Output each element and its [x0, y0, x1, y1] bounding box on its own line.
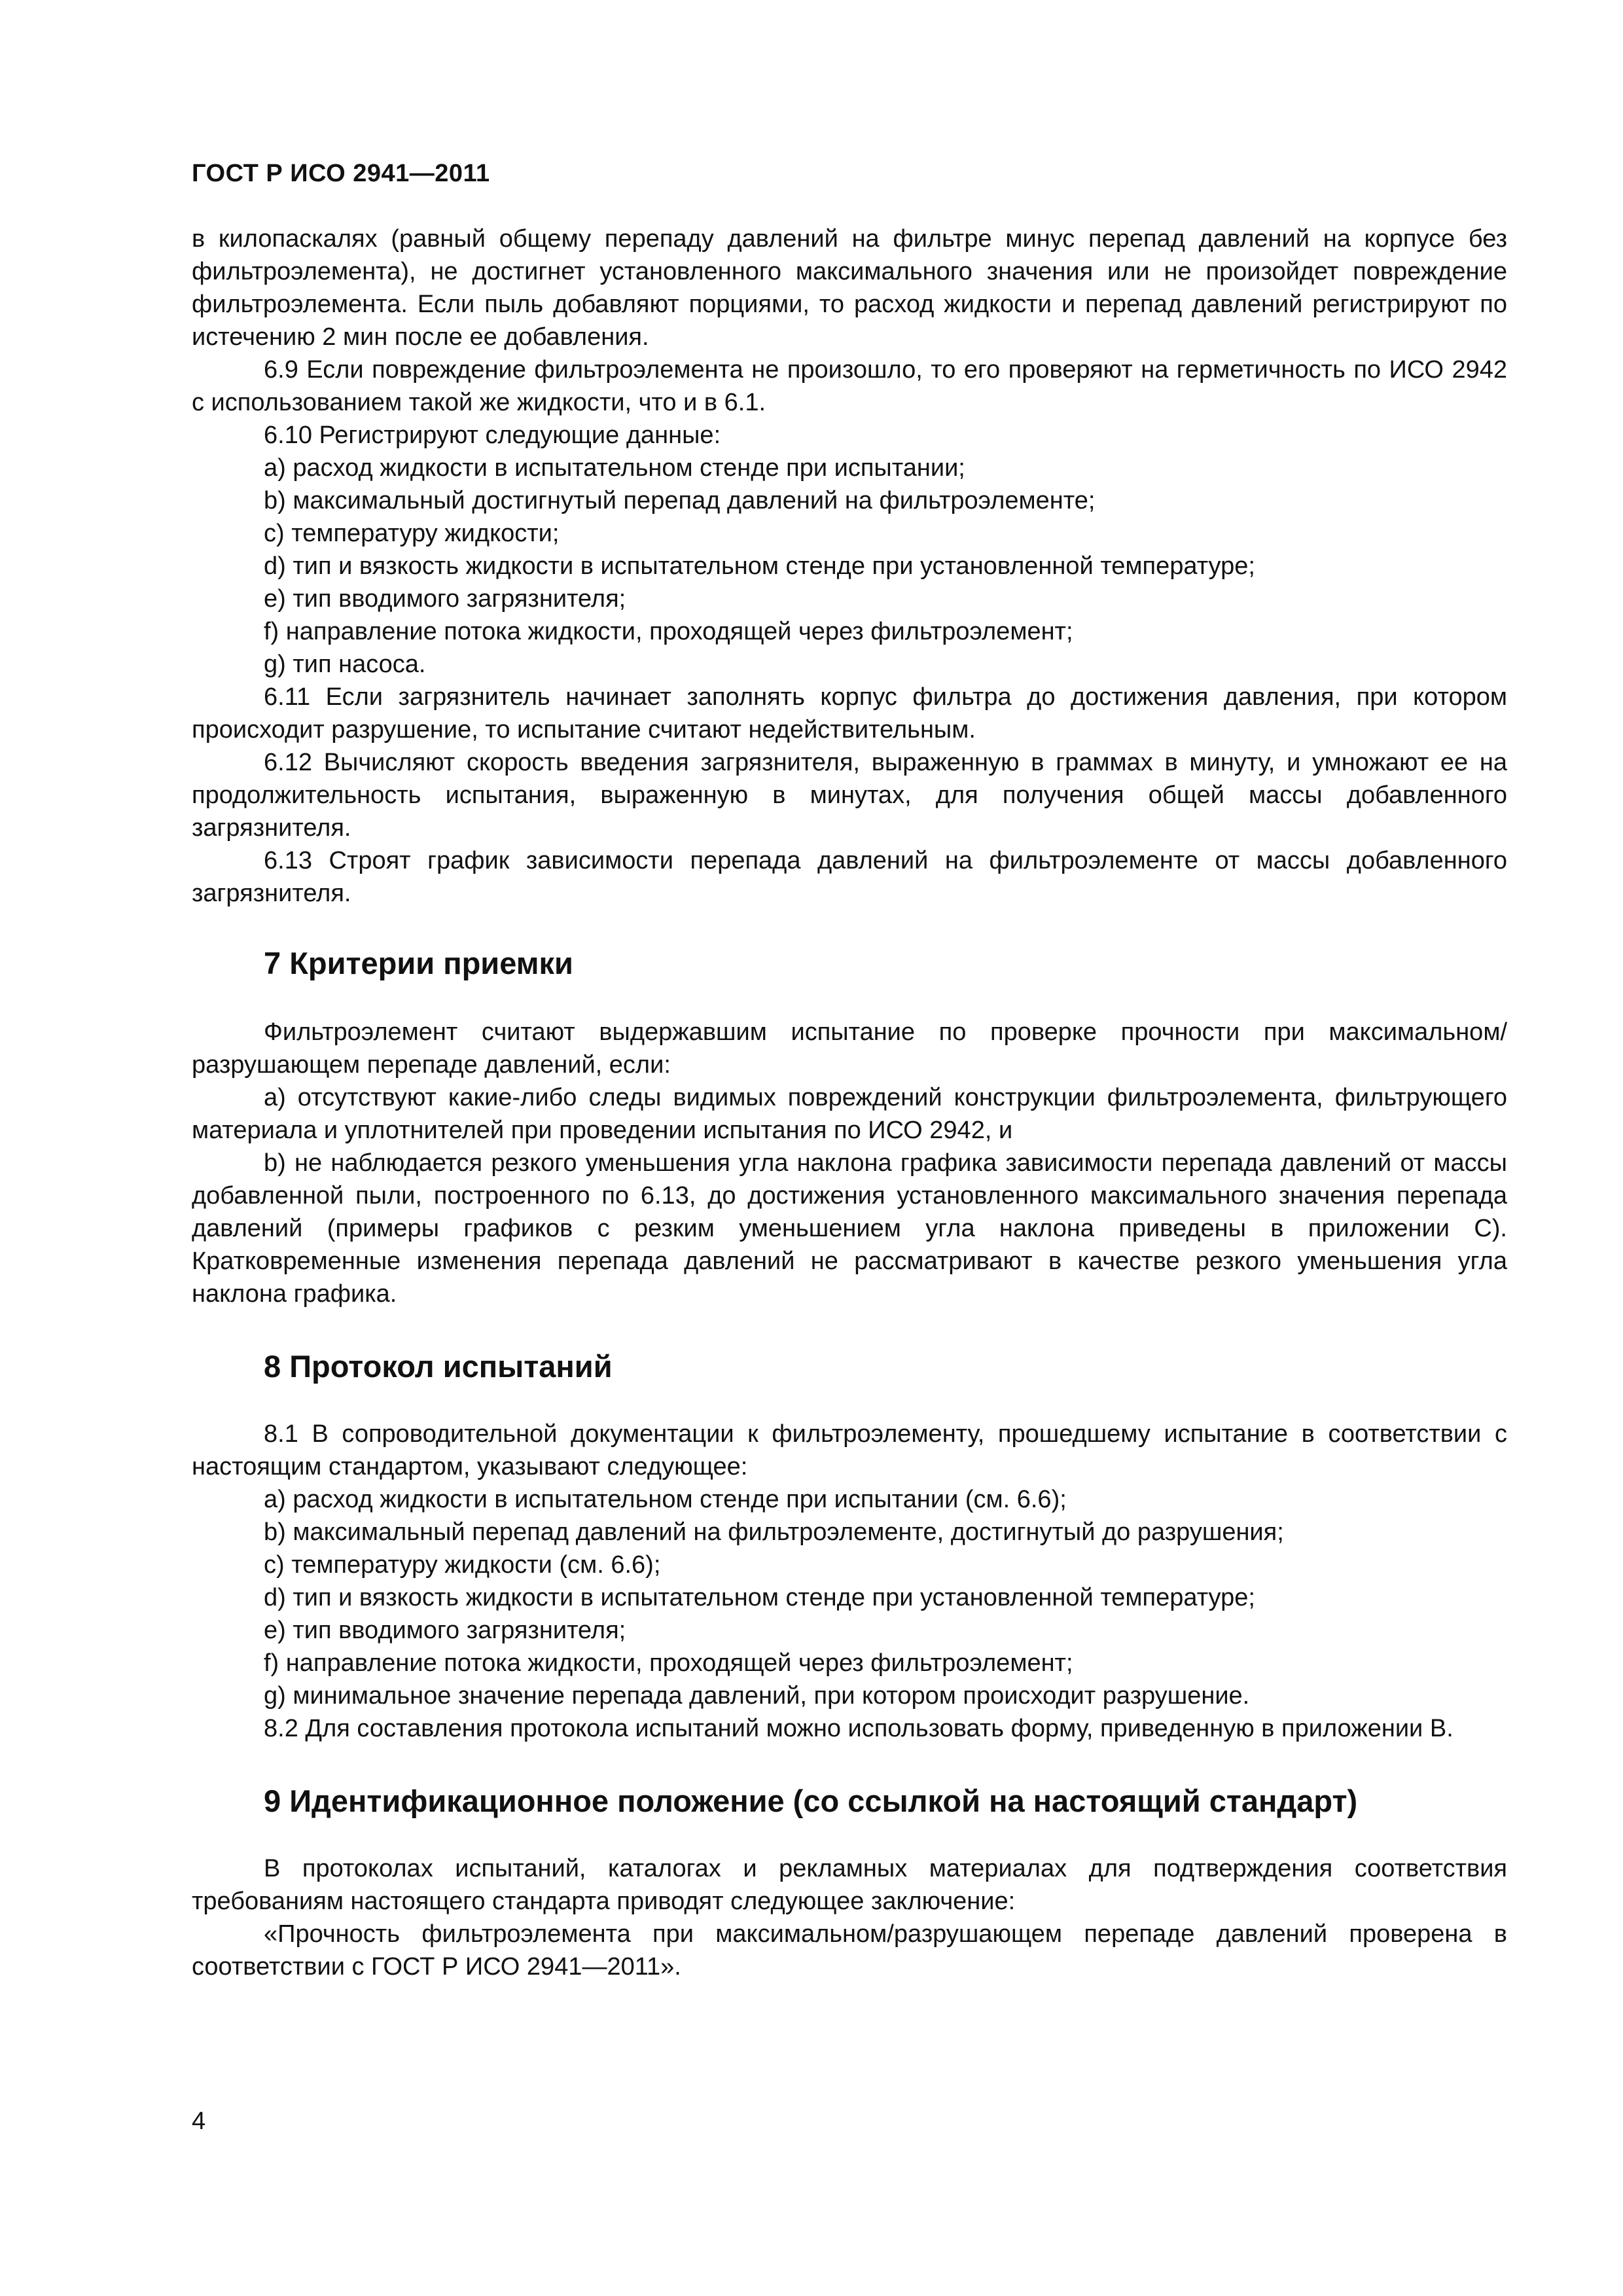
- paragraph-7-b: b) не наблюдается резкого уменьшения угла наклона графика зависимости перепада давлений от массы добавленной пыли, построенного по 6.13, до достижения установленного максимального значения перепада давлений (примеры графиков с резким уменьшением угла наклона приведены в приложении С). Кратковременные изменения перепада давлений не рассматривают в качестве резкого уменьшения угла наклона графика.: [192, 1149, 1507, 1308]
- paragraph-6-11: 6.11 Если загрязнитель начинает заполнять корпус фильтра до достижения давления, при котором происходит разрушение, то испытание считают недействительным.: [192, 683, 1507, 744]
- list-item-6-10-b: b) максимальный достигнутый перепад давлений на фильтроэлементе;: [264, 487, 1096, 514]
- list-item-6-10-f: f) направление потока жидкости, проходящей через фильтроэлемент;: [264, 618, 1073, 645]
- list-item-6-10-a: a) расход жидкости в испытательном стенде при испытании;: [264, 454, 965, 482]
- list-item-8-1-c: c) температуру жидкости (см. 6.6);: [264, 1551, 661, 1579]
- document-header: ГОСТ Р ИСО 2941—2011: [192, 160, 490, 187]
- paragraph-continuation: в килопаскалях (равный общему перепаду давлений на фильтре минус перепад давлений на корпусе без фильтроэлемента), не достигнет установленного максимального значения или не произойдет повреждение фильтроэлемента. Если пыль добавляют порциями, то расход жидкости и перепад давлений регистрируют по истечению 2 мин после ее добавления.: [192, 225, 1507, 351]
- list-item-6-10-g: g) тип насоса.: [264, 651, 426, 678]
- section-9-heading: 9 Идентификационное положение (со ссылкой на настоящий стандарт): [264, 1784, 1358, 1818]
- document-body: [192, 223, 1507, 1983]
- list-item-6-10-d: d) тип и вязкость жидкости в испытательном стенде при установленной температуре;: [264, 552, 1255, 580]
- paragraph-9-1: В протоколах испытаний, каталогах и рекламных материалах для подтверждения соответствия требованиям настоящего стандарта приводят следующее заключение:: [192, 1855, 1507, 1915]
- paragraph-8-1: 8.1 В сопроводительной документации к фильтроэлементу, прошедшему испытание в соответствии с настоящим стандартом, указывают следующее:: [192, 1420, 1507, 1480]
- page-number: 4: [192, 2108, 206, 2135]
- paragraph-6-12: 6.12 Вычисляют скорость введения загрязнителя, выраженную в граммах в минуту, и умножают ее на продолжительность испытания, выраженную в минутах, для получения общей массы добавленного загрязнителя.: [192, 749, 1507, 842]
- list-item-8-1-d: d) тип и вязкость жидкости в испытательном стенде при установленной температуре;: [264, 1584, 1255, 1611]
- paragraph-7-intro: Фильтроэлемент считают выдержавшим испытание по проверке прочности при максимальном/разрушающем перепаде давлений, если:: [192, 1018, 1507, 1079]
- list-item-8-1-a: a) расход жидкости в испытательном стенде при испытании (см. 6.6);: [264, 1486, 1067, 1513]
- list-item-6-10-e: e) тип вводимого загрязнителя;: [264, 585, 626, 613]
- paragraph-8-2: 8.2 Для составления протокола испытаний можно использовать форму, приведенную в приложении В.: [264, 1715, 1454, 1742]
- list-item-8-1-f: f) направление потока жидкости, проходящей через фильтроэлемент;: [264, 1649, 1073, 1677]
- list-item-8-1-e: e) тип вводимого загрязнителя;: [264, 1617, 626, 1644]
- paragraph-9-2: «Прочность фильтроэлемента при максимальном/разрушающем перепаде давлений проверена в соответствии с ГОСТ Р ИСО 2941—2011».: [192, 1920, 1507, 1981]
- section-8-heading: 8 Протокол испытаний: [264, 1349, 613, 1384]
- section-7-heading: 7 Критерии приемки: [264, 946, 573, 980]
- list-item-6-10-c: c) температуру жидкости;: [264, 520, 560, 547]
- paragraph-7-a: a) отсутствуют какие-либо следы видимых повреждений конструкции фильтроэлемента, фильтрующего материала и уплотнителей при проведении испытания по ИСО 2942, и: [192, 1084, 1507, 1144]
- paragraph-6-13: 6.13 Строят график зависимости перепада давлений на фильтроэлементе от массы добавленного загрязнителя.: [192, 847, 1507, 907]
- paragraph-6-9: 6.9 Если повреждение фильтроэлемента не произошло, то его проверяют на герметичность по ИСО 2942 с использованием такой же жидкости, что и в 6.1.: [192, 356, 1507, 416]
- paragraph-6-10: 6.10 Регистрируют следующие данные:: [264, 422, 721, 449]
- list-item-8-1-b: b) максимальный перепад давлений на фильтроэлементе, достигнутый до разрушения;: [264, 1518, 1284, 1546]
- list-item-8-1-g: g) минимальное значение перепада давлений, при котором происходит разрушение.: [264, 1682, 1250, 1710]
